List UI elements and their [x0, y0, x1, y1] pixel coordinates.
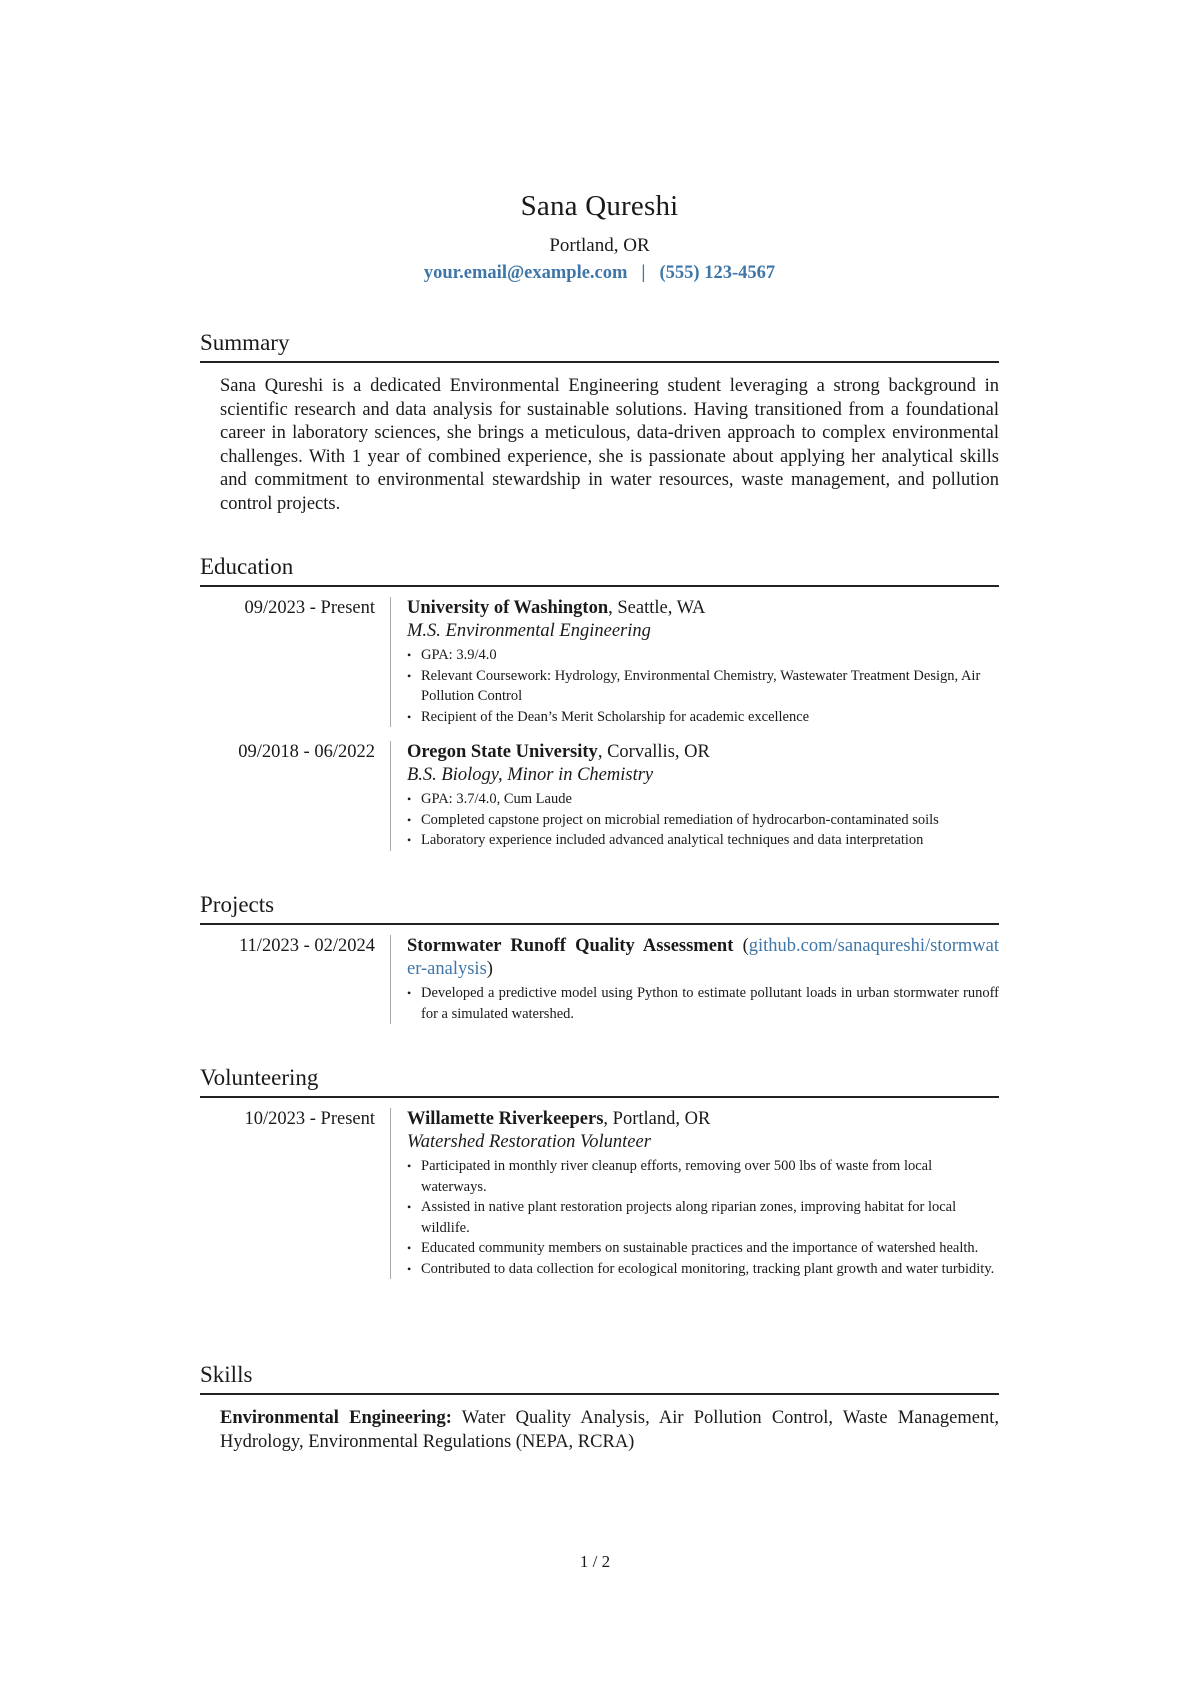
contact-separator: |: [641, 263, 646, 283]
entry-role: B.S. Biology, Minor in Chemistry: [407, 765, 654, 785]
skills-list: Water Quality Analysis, Air Pollution Control, Waste Management, Hydrology, Environmental Regulations (NEPA, RCRA): [220, 1408, 999, 1452]
entry-body: [390, 741, 999, 851]
link-open: (: [733, 936, 749, 956]
entry-date: 10/2023 - Present: [244, 1109, 375, 1129]
bullet-item: • Completed capstone project on microbial remediation of hydrocarbon-contaminated soils: [407, 810, 999, 831]
section-divider: [200, 1393, 999, 1395]
entry-date: 09/2018 - 06/2022: [238, 742, 375, 762]
volunteer-entry: [200, 1108, 999, 1279]
entry-bullets: [407, 983, 999, 1024]
section-divider: [200, 585, 999, 587]
entry-place: , Corvallis, OR: [597, 742, 710, 762]
entry-date: 11/2023 - 02/2024: [238, 936, 375, 956]
bullet-item: • Relevant Coursework: Hydrology, Environmental Chemistry, Wastewater Treatment Design, Air Pollution Control: [407, 666, 999, 707]
entry-heading: [407, 1108, 999, 1131]
bullet-item: • Educated community members on sustainable practices and the importance of watershed health.: [407, 1238, 999, 1259]
bullet-item: • Laboratory experience included advanced analytical techniques and data interpretation: [407, 830, 999, 851]
bullet-item: • Contributed to data collection for ecological monitoring, tracking plant growth and water turbidity.: [407, 1259, 999, 1280]
entry-org: Willamette Riverkeepers: [407, 1109, 604, 1129]
education-entry: [200, 597, 999, 727]
bullet-item: • Recipient of the Dean’s Merit Scholarship for academic excellence: [407, 707, 999, 728]
entry-body: [390, 597, 999, 727]
volunteering-title: Volunteering: [200, 1065, 319, 1090]
section-divider: [200, 923, 999, 925]
section-divider: [200, 1096, 999, 1098]
email-link[interactable]: your.email@example.com: [423, 263, 628, 283]
entry-bullets: [407, 789, 999, 851]
entry-place: , Portland, OR: [603, 1109, 711, 1129]
contact-line: [200, 263, 999, 284]
page-number: 1 / 2: [579, 1552, 611, 1571]
skills-label: Environmental Engineering:: [220, 1408, 452, 1428]
skills-title: Skills: [200, 1362, 253, 1387]
skills-text: [220, 1407, 999, 1454]
project-link[interactable]: github.com/sanaqureshi/stormwater-analysis: [407, 936, 999, 979]
entry-bullets: [407, 1156, 999, 1279]
summary-title: Summary: [200, 330, 290, 355]
bullet-item: • Developed a predictive model using Python to estimate pollutant loads in urban stormwater runoff for a simulated watershed.: [407, 983, 999, 1024]
entry-role: M.S. Environmental Engineering: [407, 621, 651, 641]
entry-place: , Seattle, WA: [608, 598, 706, 618]
entry-heading: [407, 741, 999, 764]
projects-section: [200, 891, 999, 1024]
entry-body: [390, 1108, 999, 1279]
entry-bullets: [407, 645, 999, 727]
project-name: Stormwater Runoff Quality Assessment: [407, 936, 734, 956]
entry-date: 09/2023 - Present: [244, 598, 375, 618]
projects-title: Projects: [200, 892, 275, 917]
entry-body: [390, 935, 999, 1024]
candidate-name: Sana Qureshi: [520, 190, 679, 222]
entry-org: University of Washington: [407, 598, 609, 618]
entry-org: Oregon State University: [407, 742, 598, 762]
project-entry: [200, 935, 999, 1024]
skills-section: [200, 1361, 999, 1454]
education-title: Education: [200, 554, 294, 579]
candidate-location: Portland, OR: [549, 235, 650, 256]
bullet-item: • GPA: 3.7/4.0, Cum Laude: [407, 789, 999, 810]
link-close: ): [486, 959, 493, 979]
bullet-item: • Assisted in native plant restoration projects along riparian zones, improving habitat for local wildlife.: [407, 1197, 999, 1238]
volunteering-section: [200, 1064, 999, 1279]
entry-heading: [407, 935, 999, 981]
summary-text: Sana Qureshi is a dedicated Environmental Engineering student leveraging a strong background in scientific research and data analysis for sustainable solutions. Having transitioned from a foundational career in laboratory sciences, she brings a meticulous, data-driven approach to complex environmental challenges. With 1 year of combined experience, she is passionate about applying her analytical skills and commitment to environmental stewardship in water resources, waste management, and pollution control projects.: [220, 376, 999, 514]
education-section: [200, 553, 999, 851]
bullet-item: • Participated in monthly river cleanup efforts, removing over 500 lbs of waste from local waterways.: [407, 1156, 999, 1197]
bullet-item: • GPA: 3.9/4.0: [407, 645, 999, 666]
entry-role: Watershed Restoration Volunteer: [407, 1132, 651, 1152]
summary-section: [200, 329, 999, 516]
education-entry: [200, 741, 999, 851]
section-divider: [200, 361, 999, 363]
phone-link[interactable]: (555) 123-4567: [659, 263, 776, 283]
entry-heading: [407, 597, 999, 620]
